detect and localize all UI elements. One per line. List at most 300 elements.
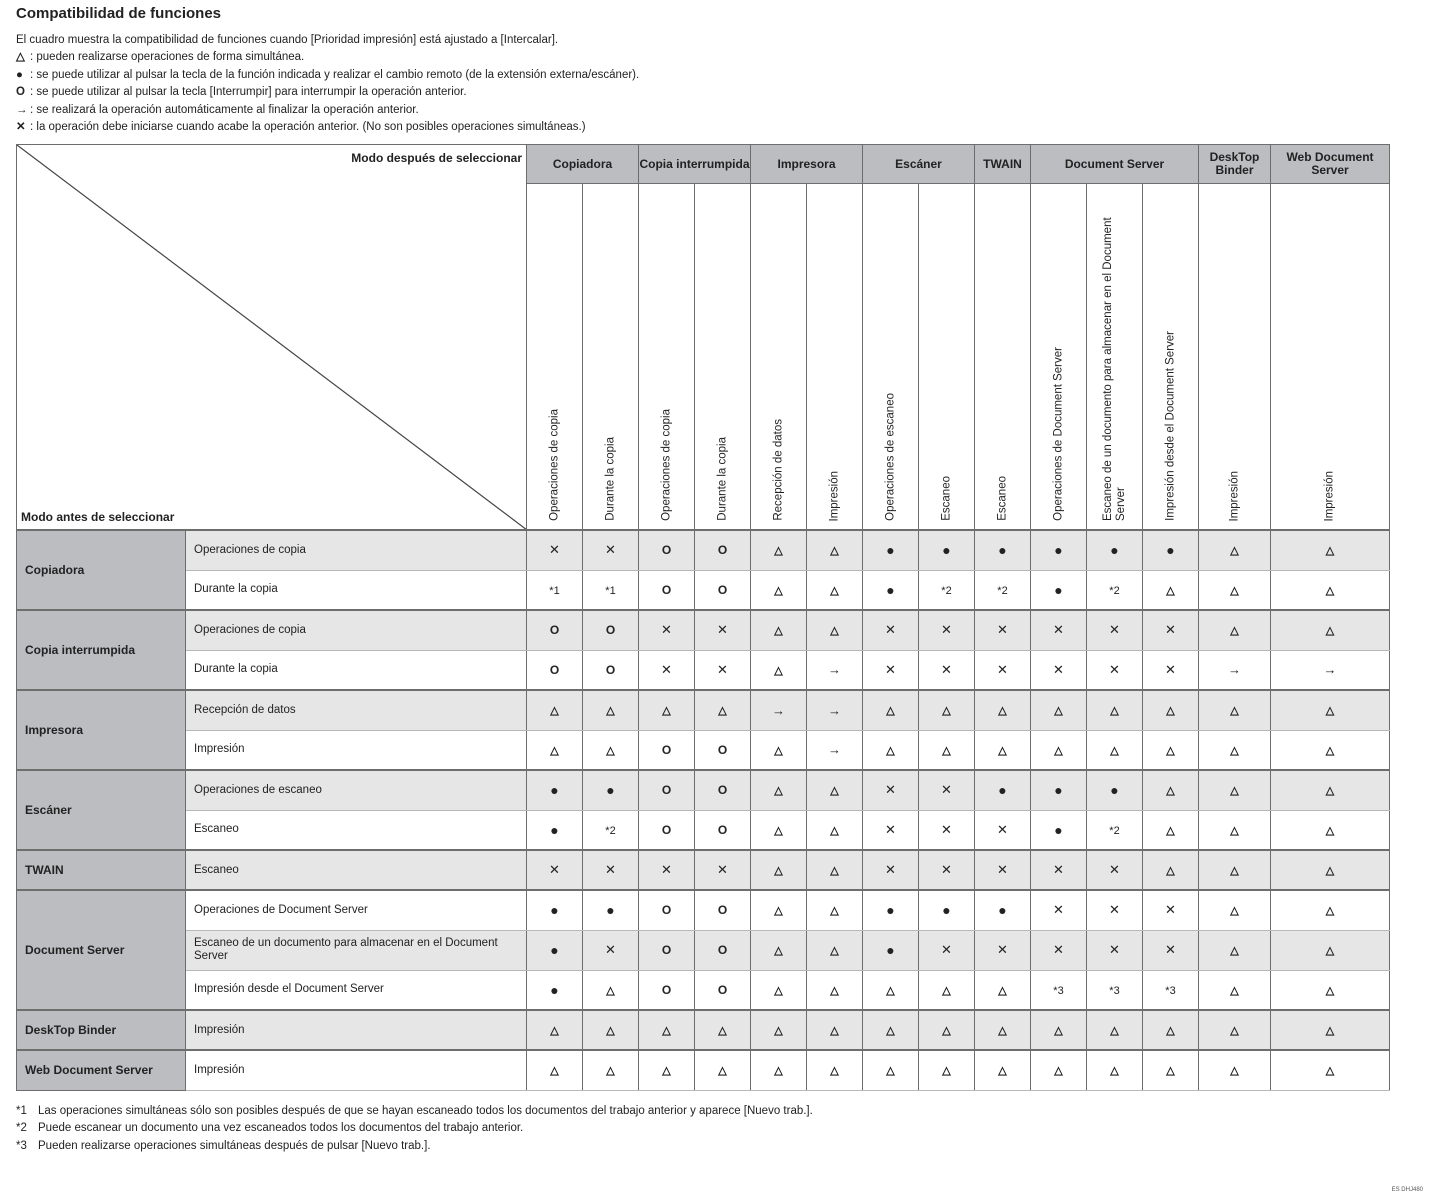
compat-cell xyxy=(695,1010,751,1050)
triangle-icon: △ xyxy=(774,785,783,798)
triangle-icon: △ xyxy=(830,824,839,837)
circle-icon: O xyxy=(717,982,728,997)
triangle-icon: △ xyxy=(1110,1065,1119,1078)
compat-cell xyxy=(751,730,807,770)
footnote-1: *1 Las operaciones simultáneas sólo son posibles después de que se hayan escaneado todos los documentos del trabajo anterior y aparece [Nuevo trab.]. xyxy=(16,1105,813,1117)
compat-cell xyxy=(919,970,975,1010)
compat-cell xyxy=(1199,1010,1271,1050)
triangle-icon: △ xyxy=(662,705,671,718)
column-header-label: Operaciones de copia xyxy=(548,409,560,521)
triangle-icon: △ xyxy=(1166,824,1175,837)
compat-cell xyxy=(639,690,695,730)
triangle-icon: △ xyxy=(998,744,1007,757)
row-group-mode: Document Server xyxy=(17,890,186,1010)
arrow-right-icon: → xyxy=(16,103,28,116)
column-group-header: DeskTop Binder xyxy=(1199,145,1271,184)
compat-cell xyxy=(1199,890,1271,930)
compat-cell xyxy=(807,730,863,770)
compat-cell xyxy=(583,690,639,730)
compat-cell xyxy=(527,690,583,730)
column-header-label: Escaneo xyxy=(940,476,952,521)
arrow-right-icon: → xyxy=(828,662,841,678)
cross-icon: ✕ xyxy=(717,862,728,877)
filled-dot-icon: ● xyxy=(1054,821,1063,838)
compat-cell xyxy=(1143,610,1199,650)
compat-cell xyxy=(1031,610,1087,650)
compat-cell xyxy=(527,770,583,810)
cross-icon: ✕ xyxy=(885,821,896,837)
compat-cell xyxy=(863,1050,919,1090)
compat-cell xyxy=(975,850,1031,890)
compat-cell xyxy=(1031,810,1087,850)
table-row xyxy=(17,810,1390,850)
compat-cell xyxy=(1143,770,1199,810)
compat-cell xyxy=(1031,530,1087,570)
intro-block xyxy=(16,32,639,136)
column-group-header: Web Document Server xyxy=(1271,145,1390,184)
circle-icon: O xyxy=(717,943,728,957)
filled-dot-icon: ● xyxy=(942,542,951,559)
compat-cell xyxy=(975,1050,1031,1090)
column-header-label: Impresión xyxy=(828,470,840,521)
filled-dot-icon: ● xyxy=(550,981,559,998)
compat-cell xyxy=(975,730,1031,770)
compat-cell xyxy=(1031,930,1087,970)
column-group-header: Copia interrumpida xyxy=(639,145,751,184)
triangle-icon: △ xyxy=(1166,785,1175,798)
compat-cell xyxy=(751,570,807,610)
circle-icon: O xyxy=(661,783,672,798)
legend-item-arrow: → : se realizará la operación automáticamente al finalizar la operación anterior. xyxy=(16,102,639,119)
page-title: Compatibilidad de funciones xyxy=(16,5,222,22)
triangle-icon: △ xyxy=(606,1025,615,1037)
compat-cell xyxy=(1271,850,1390,890)
column-group-header: Copiadora xyxy=(527,145,639,184)
cross-icon: ✕ xyxy=(661,622,672,638)
column-header xyxy=(527,184,583,531)
column-group-header: Impresora xyxy=(751,145,863,184)
column-group-header: Escáner xyxy=(863,145,975,184)
cross-icon: ✕ xyxy=(1165,942,1176,957)
triangle-icon: △ xyxy=(830,1025,839,1037)
column-header xyxy=(1199,184,1271,531)
row-operation: Escaneo xyxy=(186,810,527,850)
cross-icon: ✕ xyxy=(1053,902,1064,918)
diagonal-line xyxy=(17,145,527,530)
filled-dot-icon: ● xyxy=(606,782,615,799)
triangle-icon: △ xyxy=(1325,705,1335,718)
table-row xyxy=(17,770,1390,810)
cross-icon: ✕ xyxy=(997,622,1008,638)
column-header-label: Recepción de datos xyxy=(772,419,784,521)
compat-cell xyxy=(975,690,1031,730)
compat-cell xyxy=(1143,730,1199,770)
column-header xyxy=(583,184,639,531)
table-row xyxy=(17,890,1390,930)
compat-cell xyxy=(583,770,639,810)
compat-cell xyxy=(1199,650,1271,690)
cross-icon: ✕ xyxy=(605,542,616,558)
compat-cell xyxy=(1143,850,1199,890)
compat-cell xyxy=(639,850,695,890)
circle-icon: O xyxy=(717,903,728,918)
triangle-icon: △ xyxy=(830,865,839,877)
table-row xyxy=(17,730,1390,770)
cross-icon: ✕ xyxy=(941,942,952,957)
compat-cell xyxy=(583,890,639,930)
column-header-label: Escaneo de un documento para almacenar en el Document Server xyxy=(1101,217,1127,521)
circle-icon: O xyxy=(549,623,560,638)
column-header xyxy=(695,184,751,531)
row-group-mode: Copiadora xyxy=(17,530,186,610)
compat-cell xyxy=(583,530,639,570)
row-operation: Operaciones de copia xyxy=(186,530,527,570)
compat-cell xyxy=(919,930,975,970)
compat-cell xyxy=(695,530,751,570)
triangle-icon: △ xyxy=(942,1025,951,1037)
table-row xyxy=(17,690,1390,730)
footnote-ref: *3 xyxy=(1053,984,1064,997)
triangle-icon: △ xyxy=(1166,744,1175,757)
filled-dot-icon: ● xyxy=(1110,782,1119,799)
circle-icon: O xyxy=(661,582,672,597)
compat-cell xyxy=(1271,730,1390,770)
compat-cell xyxy=(1087,610,1143,650)
cross-icon: ✕ xyxy=(885,862,896,877)
triangle-icon: △ xyxy=(942,744,951,757)
compat-cell xyxy=(639,570,695,610)
compat-cell xyxy=(1087,690,1143,730)
filled-dot-icon: ● xyxy=(606,902,615,919)
compat-cell xyxy=(975,570,1031,610)
compat-cell xyxy=(807,530,863,570)
circle-icon: O xyxy=(717,822,728,837)
column-group-header: TWAIN xyxy=(975,145,1031,184)
compat-cell xyxy=(1143,530,1199,570)
compat-cell xyxy=(583,570,639,610)
triangle-icon: △ xyxy=(830,1065,839,1078)
footnote-ref: *2 xyxy=(605,824,616,837)
triangle-icon: △ xyxy=(1325,584,1335,597)
filled-dot-icon: ● xyxy=(16,68,23,81)
triangle-icon: △ xyxy=(886,984,895,997)
triangle-icon: △ xyxy=(1230,1065,1239,1078)
compat-cell xyxy=(807,770,863,810)
compat-cell xyxy=(695,770,751,810)
compat-cell xyxy=(919,810,975,850)
cross-icon: ✕ xyxy=(549,542,560,558)
compat-cell xyxy=(583,810,639,850)
column-header xyxy=(975,184,1031,531)
compat-cell xyxy=(1031,1050,1087,1090)
compat-cell xyxy=(1199,610,1271,650)
cross-icon: ✕ xyxy=(1109,862,1120,877)
column-header-label: Impresión xyxy=(1228,470,1240,521)
triangle-icon: △ xyxy=(998,705,1007,718)
triangle-icon: △ xyxy=(830,625,839,638)
filled-dot-icon: ● xyxy=(550,902,559,919)
compat-cell xyxy=(639,610,695,650)
triangle-icon: △ xyxy=(830,584,839,597)
filled-dot-icon: ● xyxy=(1054,581,1063,598)
triangle-icon: △ xyxy=(1325,785,1335,798)
compat-cell xyxy=(527,930,583,970)
column-header xyxy=(639,184,695,531)
cross-icon: ✕ xyxy=(885,622,896,638)
triangle-icon: △ xyxy=(1054,705,1063,718)
row-operation: Impresión xyxy=(186,730,527,770)
compat-cell xyxy=(583,970,639,1010)
triangle-icon: △ xyxy=(774,545,783,558)
row-operation: Operaciones de Document Server xyxy=(186,890,527,930)
compat-cell xyxy=(695,810,751,850)
triangle-icon: △ xyxy=(1325,905,1335,918)
triangle-icon: △ xyxy=(1054,1065,1063,1078)
triangle-icon: △ xyxy=(886,1065,895,1078)
compat-cell xyxy=(1271,890,1390,930)
compat-cell xyxy=(975,530,1031,570)
arrow-right-icon: → xyxy=(1323,662,1337,678)
row-group-mode: DeskTop Binder xyxy=(17,1010,186,1050)
compat-cell xyxy=(639,890,695,930)
triangle-icon: △ xyxy=(1110,705,1119,718)
column-header xyxy=(1271,184,1390,531)
triangle-icon: △ xyxy=(886,744,895,757)
compat-cell xyxy=(1087,930,1143,970)
compat-cell xyxy=(1087,1010,1143,1050)
triangle-icon: △ xyxy=(942,984,951,997)
triangle-icon: △ xyxy=(550,705,559,718)
compat-cell xyxy=(863,930,919,970)
compat-cell xyxy=(863,850,919,890)
compat-cell xyxy=(863,730,919,770)
triangle-icon: △ xyxy=(774,824,783,837)
compat-cell xyxy=(583,1010,639,1050)
compat-cell xyxy=(751,930,807,970)
compat-cell xyxy=(527,890,583,930)
table-row xyxy=(17,1050,1390,1090)
cross-icon: ✕ xyxy=(941,862,952,877)
triangle-icon: △ xyxy=(1230,705,1239,718)
cross-icon: ✕ xyxy=(997,821,1008,837)
compat-cell xyxy=(919,890,975,930)
column-header-label: Operaciones de copia xyxy=(660,409,672,521)
triangle-icon: △ xyxy=(16,51,25,64)
compat-cell xyxy=(807,570,863,610)
compat-cell xyxy=(807,650,863,690)
compat-cell xyxy=(1087,570,1143,610)
compat-cell xyxy=(527,850,583,890)
circle-icon: O xyxy=(661,742,672,757)
compat-cell xyxy=(583,610,639,650)
triangle-icon: △ xyxy=(1325,945,1335,957)
footnote-ref: *2 xyxy=(1109,824,1120,837)
triangle-icon: △ xyxy=(830,945,839,957)
table-row xyxy=(17,930,1390,970)
compat-cell xyxy=(919,1050,975,1090)
compat-cell xyxy=(1143,970,1199,1010)
footnote-3: *3 Pueden realizarse operaciones simultáneas después de pulsar [Nuevo trab.]. xyxy=(16,1139,431,1152)
compat-cell xyxy=(527,730,583,770)
compat-cell xyxy=(751,810,807,850)
compat-cell xyxy=(863,530,919,570)
triangle-icon: △ xyxy=(1325,984,1335,997)
triangle-icon: △ xyxy=(1325,545,1335,558)
arrow-right-icon: → xyxy=(1228,662,1241,678)
circle-icon: O xyxy=(605,662,616,677)
table-row xyxy=(17,610,1390,650)
triangle-icon: △ xyxy=(774,905,783,918)
cross-icon: ✕ xyxy=(1053,622,1064,638)
circle-icon: O xyxy=(717,742,728,757)
compat-cell xyxy=(919,850,975,890)
compat-cell xyxy=(1199,770,1271,810)
compat-cell xyxy=(751,610,807,650)
compat-cell xyxy=(751,650,807,690)
triangle-icon: △ xyxy=(606,705,615,718)
filled-dot-icon: ● xyxy=(886,902,895,919)
column-header xyxy=(807,184,863,531)
cross-icon: ✕ xyxy=(941,622,952,638)
circle-icon: O xyxy=(661,543,672,558)
filled-dot-icon: ● xyxy=(886,581,895,598)
filled-dot-icon: ● xyxy=(998,902,1007,919)
compat-cell xyxy=(1143,1050,1199,1090)
triangle-icon: △ xyxy=(1054,1025,1063,1037)
table-row xyxy=(17,650,1390,690)
triangle-icon: △ xyxy=(550,1025,559,1037)
filled-dot-icon: ● xyxy=(886,942,895,958)
table-row xyxy=(17,970,1390,1010)
corner-before-label: Modo antes de seleccionar xyxy=(21,510,175,524)
cross-icon: ✕ xyxy=(717,622,728,638)
circle-icon: O xyxy=(661,943,672,957)
compat-cell xyxy=(1087,530,1143,570)
filled-dot-icon: ● xyxy=(550,942,559,958)
column-group-header: Document Server xyxy=(1031,145,1199,184)
compat-cell xyxy=(807,850,863,890)
triangle-icon: △ xyxy=(1325,824,1335,837)
circle-icon: O xyxy=(605,623,616,638)
compat-cell xyxy=(975,650,1031,690)
triangle-icon: △ xyxy=(1230,824,1239,837)
triangle-icon: △ xyxy=(1325,1025,1335,1037)
compat-cell xyxy=(1199,810,1271,850)
compat-cell xyxy=(751,690,807,730)
compat-cell xyxy=(695,890,751,930)
table-row xyxy=(17,570,1390,610)
column-header xyxy=(863,184,919,531)
compat-cell xyxy=(751,530,807,570)
compat-cell xyxy=(863,770,919,810)
compat-cell xyxy=(1031,890,1087,930)
compat-cell xyxy=(863,890,919,930)
compat-cell xyxy=(919,570,975,610)
triangle-icon: △ xyxy=(606,744,615,757)
compat-cell xyxy=(1143,650,1199,690)
triangle-icon: △ xyxy=(1230,545,1239,558)
intro-text: El cuadro muestra la compatibilidad de funciones cuando [Prioridad impresión] está ajustado a [Intercalar]. xyxy=(16,34,559,46)
triangle-icon: △ xyxy=(662,1065,671,1078)
triangle-icon: △ xyxy=(774,945,783,957)
compat-cell xyxy=(975,930,1031,970)
compat-cell xyxy=(975,770,1031,810)
compat-cell xyxy=(751,770,807,810)
row-group-mode: TWAIN xyxy=(17,850,186,890)
row-operation: Durante la copia xyxy=(186,570,527,610)
compat-cell xyxy=(695,610,751,650)
compat-cell xyxy=(1087,650,1143,690)
compat-cell xyxy=(1031,970,1087,1010)
compat-cell xyxy=(807,970,863,1010)
triangle-icon: △ xyxy=(1325,744,1335,757)
compat-cell xyxy=(1087,770,1143,810)
arrow-right-icon: → xyxy=(828,742,841,758)
triangle-icon: △ xyxy=(886,1025,895,1037)
triangle-icon: △ xyxy=(1230,1025,1239,1037)
triangle-icon: △ xyxy=(1325,1065,1335,1078)
compat-cell xyxy=(639,730,695,770)
cross-icon: ✕ xyxy=(661,862,672,877)
compat-cell xyxy=(1143,1010,1199,1050)
compat-cell xyxy=(975,970,1031,1010)
cross-icon: ✕ xyxy=(941,821,952,837)
compat-cell xyxy=(919,1010,975,1050)
compat-cell xyxy=(1031,850,1087,890)
table-row xyxy=(17,530,1390,570)
compat-cell xyxy=(919,730,975,770)
triangle-icon: △ xyxy=(550,1065,559,1078)
compat-cell xyxy=(1271,530,1390,570)
triangle-icon: △ xyxy=(886,705,895,718)
row-operation: Escaneo de un documento para almacenar en el Document Server xyxy=(186,930,527,970)
triangle-icon: △ xyxy=(1325,625,1335,638)
row-group-mode: Copia interrumpida xyxy=(17,610,186,690)
compat-cell xyxy=(527,570,583,610)
compat-cell xyxy=(1199,930,1271,970)
circle-icon: O xyxy=(717,582,728,597)
compat-cell xyxy=(639,650,695,690)
triangle-icon: △ xyxy=(998,1025,1007,1037)
compat-cell xyxy=(1031,1010,1087,1050)
compat-cell xyxy=(1271,1050,1390,1090)
footnote-ref: *2 xyxy=(941,584,952,597)
compat-cell xyxy=(583,650,639,690)
filled-dot-icon: ● xyxy=(550,782,559,799)
compat-cell xyxy=(863,690,919,730)
triangle-icon: △ xyxy=(774,1065,783,1078)
column-header-label: Operaciones de Document Server xyxy=(1052,347,1064,521)
triangle-icon: △ xyxy=(550,744,559,757)
compat-cell xyxy=(1271,1010,1390,1050)
corner-after-label: Modo después de seleccionar xyxy=(351,151,522,165)
filled-dot-icon: ● xyxy=(998,782,1007,799)
column-header xyxy=(1031,184,1087,531)
legend-item-triangle: △ : pueden realizarse operaciones de forma simultánea. xyxy=(16,49,639,66)
compat-cell xyxy=(527,650,583,690)
compat-cell xyxy=(1271,610,1390,650)
triangle-icon: △ xyxy=(998,1065,1007,1078)
column-header-label: Durante la copia xyxy=(604,437,616,521)
row-operation: Durante la copia xyxy=(186,650,527,690)
column-header xyxy=(919,184,975,531)
compat-cell xyxy=(527,1010,583,1050)
cross-icon: ✕ xyxy=(1165,661,1176,677)
compat-cell xyxy=(751,1050,807,1090)
legend-item-cross: ✕ : la operación debe iniciarse cuando acabe la operación anterior. (No son posibles operaciones simultáneas.) xyxy=(16,119,639,136)
compat-cell xyxy=(1087,1050,1143,1090)
compat-cell xyxy=(639,810,695,850)
